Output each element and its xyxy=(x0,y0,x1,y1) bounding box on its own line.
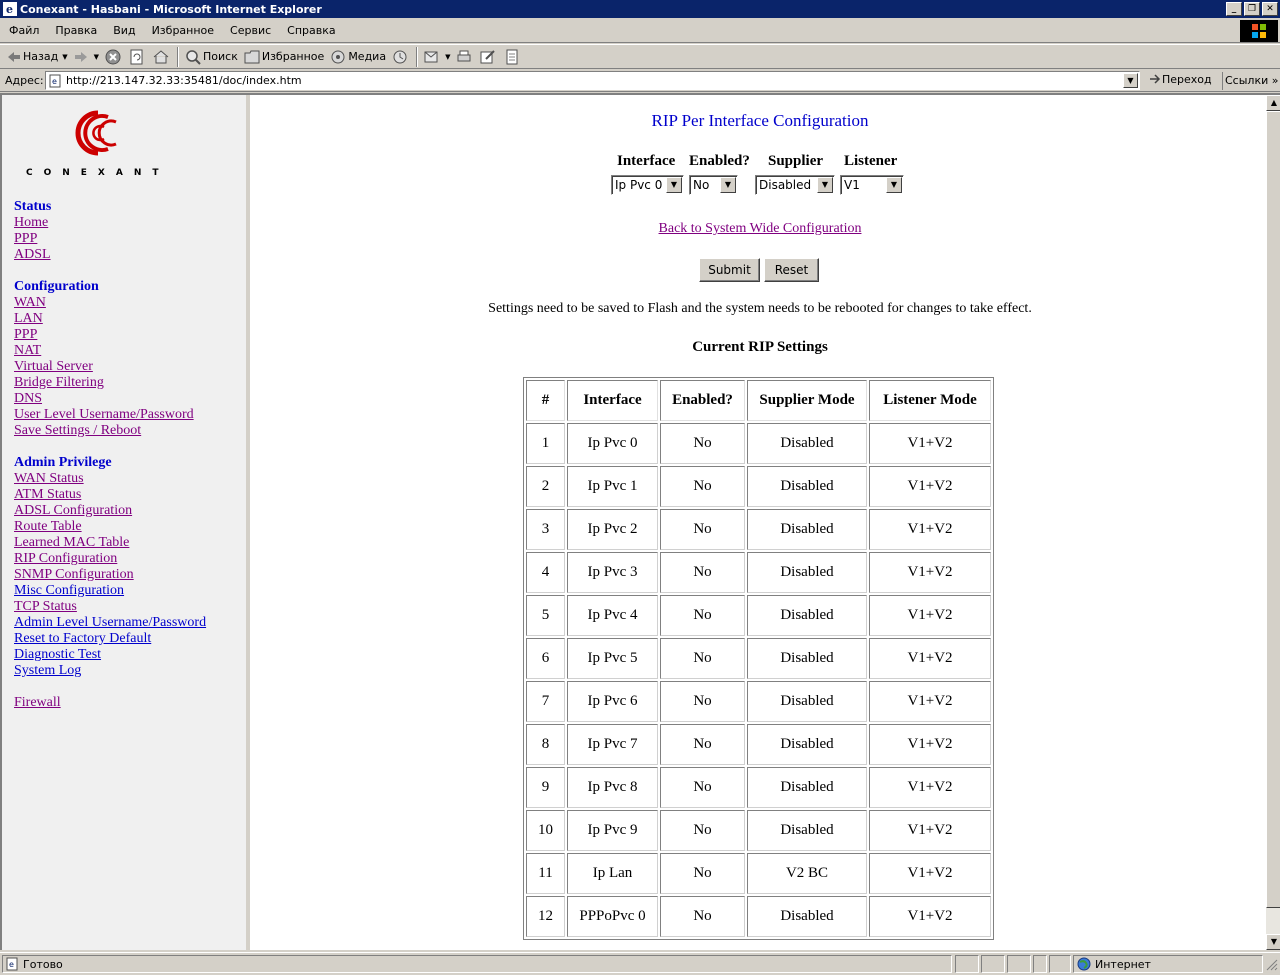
listener-mode-cell: V1+V2 xyxy=(869,509,991,550)
supplier-select[interactable] xyxy=(755,175,835,195)
chevron-down-icon[interactable]: ▼ xyxy=(62,52,68,61)
chevron-down-icon[interactable]: ▼ xyxy=(817,177,833,193)
chevron-down-icon[interactable]: ▼ xyxy=(666,177,682,193)
stop-button[interactable] xyxy=(102,46,126,68)
back-link-container xyxy=(254,221,1266,237)
toolbar-separator xyxy=(177,47,179,67)
forward-button[interactable] xyxy=(71,46,102,68)
table-row xyxy=(526,810,991,851)
scrollbar-thumb[interactable] xyxy=(1266,111,1280,908)
search-label: Поиск xyxy=(203,50,238,63)
address-url: http://213.147.32.33:35481/doc/index.htm xyxy=(66,74,302,87)
discuss-icon xyxy=(504,49,520,65)
enabled-label: Enabled? xyxy=(689,153,750,169)
interface-cell: Ip Pvc 6 xyxy=(567,681,658,722)
nav-link-rip-configuration[interactable]: RIP Configuration xyxy=(14,551,118,566)
table-row xyxy=(526,767,991,808)
history-icon xyxy=(392,49,408,65)
mail-button[interactable] xyxy=(421,46,453,68)
notice-text: Settings need to be saved to Flash and the system needs to be rebooted for changes to take effect. xyxy=(488,301,1032,316)
edit-button[interactable] xyxy=(477,46,501,68)
nav-link-learned-mac[interactable]: Learned MAC Table xyxy=(14,535,130,550)
table-row xyxy=(526,638,991,679)
nav-configuration-section xyxy=(14,279,194,439)
chevron-right-icon: » xyxy=(1271,74,1279,87)
refresh-button[interactable] xyxy=(126,46,150,68)
interface-cell: Ip Pvc 0 xyxy=(567,423,658,464)
toolbar-separator xyxy=(416,47,418,67)
go-arrow-icon xyxy=(1148,72,1162,86)
interface-cell: Ip Lan xyxy=(567,853,658,894)
supplier-mode-cell: Disabled xyxy=(747,552,867,593)
supplier-label: Supplier xyxy=(768,153,824,169)
logo-text: CONEXANT xyxy=(26,168,170,178)
row-number-cell: 5 xyxy=(526,595,565,636)
zone-text: Интернет xyxy=(1095,957,1151,971)
row-number-cell: 10 xyxy=(526,810,565,851)
nav-link-misc-configuration[interactable]: Misc Configuration xyxy=(14,583,125,598)
close-button[interactable]: ✕ xyxy=(1262,2,1278,16)
column-header: # xyxy=(526,380,565,421)
column-header: Supplier Mode xyxy=(747,380,867,421)
status-text: Готово xyxy=(23,957,63,971)
supplier-mode-cell: Disabled xyxy=(747,681,867,722)
listener-mode-cell: V1+V2 xyxy=(869,853,991,894)
table-row xyxy=(526,896,991,937)
links-button[interactable] xyxy=(1222,72,1278,90)
table-row xyxy=(526,466,991,507)
row-number-cell: 9 xyxy=(526,767,565,808)
nav-link-ppp-status[interactable]: PPP xyxy=(14,231,38,246)
menu-favorites[interactable]: Избранное xyxy=(151,24,215,37)
row-number-cell: 6 xyxy=(526,638,565,679)
home-button[interactable] xyxy=(150,46,174,68)
links-label: Ссылки xyxy=(1225,74,1269,87)
search-icon xyxy=(185,49,201,65)
restore-button[interactable]: ❐ xyxy=(1244,2,1260,16)
mail-icon xyxy=(424,50,442,64)
favorites-folder-icon xyxy=(244,50,260,64)
reset-button[interactable]: Reset xyxy=(764,258,819,282)
scroll-down-icon[interactable]: ▼ xyxy=(1266,934,1280,950)
nav-link-admin-password[interactable]: Admin Level Username/Password xyxy=(14,615,207,630)
rip-settings-table xyxy=(523,377,994,940)
nav-link-lan[interactable]: LAN xyxy=(14,311,43,326)
table-title: Current RIP Settings xyxy=(692,339,828,355)
supplier-mode-cell: Disabled xyxy=(747,466,867,507)
nav-link-system-log[interactable]: System Log xyxy=(14,663,82,678)
nav-link-save-reboot[interactable]: Save Settings / Reboot xyxy=(14,423,142,438)
interface-select[interactable] xyxy=(611,175,684,195)
table-body xyxy=(526,423,991,937)
chevron-down-icon[interactable]: ▼ xyxy=(93,52,99,61)
enabled-cell: No xyxy=(660,896,745,937)
nav-link-user-password[interactable]: User Level Username/Password xyxy=(14,407,194,422)
nav-link-dns[interactable]: DNS xyxy=(14,391,43,406)
interface-cell: Ip Pvc 8 xyxy=(567,767,658,808)
status-pane-main xyxy=(2,955,952,973)
row-number-cell: 7 xyxy=(526,681,565,722)
nav-admin-section xyxy=(14,455,206,679)
nav-link-atm-status[interactable]: ATM Status xyxy=(14,487,82,502)
table-header-row xyxy=(526,380,991,421)
main-frame xyxy=(254,95,1266,950)
status-pane xyxy=(1007,955,1031,973)
menu-edit[interactable]: Правка xyxy=(55,24,98,37)
nav-link-adsl-configuration[interactable]: ADSL Configuration xyxy=(14,503,133,518)
nav-link-nat[interactable]: NAT xyxy=(14,343,42,358)
page-icon xyxy=(48,74,62,88)
enabled-cell: No xyxy=(660,638,745,679)
menu-file[interactable]: Файл xyxy=(9,24,40,37)
window-title: Conexant - Hasbani - Microsoft Internet Explorer xyxy=(20,2,322,16)
go-label: Переход xyxy=(1162,72,1212,86)
supplier-mode-cell: Disabled xyxy=(747,724,867,765)
interface-cell: PPPoPvc 0 xyxy=(567,896,658,937)
nav-status-heading: Status xyxy=(14,199,52,214)
vertical-scrollbar[interactable] xyxy=(1266,95,1280,950)
column-header: Enabled? xyxy=(660,380,745,421)
resize-grip-icon[interactable] xyxy=(1266,959,1278,971)
listener-mode-cell: V1+V2 xyxy=(869,595,991,636)
enabled-cell: No xyxy=(660,853,745,894)
page-done-icon xyxy=(5,957,19,971)
supplier-mode-cell: Disabled xyxy=(747,638,867,679)
nav-link-route-table[interactable]: Route Table xyxy=(14,519,82,534)
browser-content xyxy=(0,93,1280,950)
row-number-cell: 12 xyxy=(526,896,565,937)
nav-firewall-section xyxy=(14,695,61,711)
home-icon xyxy=(153,49,169,65)
table-row xyxy=(526,681,991,722)
status-bar xyxy=(0,952,1280,975)
listener-mode-cell: V1+V2 xyxy=(869,681,991,722)
refresh-icon xyxy=(129,49,145,65)
menu-tools[interactable]: Сервис xyxy=(230,24,272,37)
forward-arrow-icon xyxy=(74,51,88,63)
enabled-cell: No xyxy=(660,724,745,765)
listener-mode-cell: V1+V2 xyxy=(869,896,991,937)
back-arrow-icon xyxy=(7,51,21,63)
enabled-cell: No xyxy=(660,552,745,593)
enabled-cell: No xyxy=(660,767,745,808)
interface-cell: Ip Pvc 1 xyxy=(567,466,658,507)
supplier-mode-cell: Disabled xyxy=(747,595,867,636)
enabled-cell: No xyxy=(660,466,745,507)
listener-mode-cell: V1+V2 xyxy=(869,810,991,851)
table-row xyxy=(526,552,991,593)
edit-icon xyxy=(480,49,496,65)
media-icon xyxy=(330,49,346,65)
favorites-button[interactable] xyxy=(241,46,327,68)
nav-link-snmp-configuration[interactable]: SNMP Configuration xyxy=(14,567,134,582)
row-number-cell: 8 xyxy=(526,724,565,765)
nav-link-virtual-server[interactable]: Virtual Server xyxy=(14,359,93,374)
favorites-label: Избранное xyxy=(261,50,325,63)
nav-link-wan-status[interactable]: WAN Status xyxy=(14,471,84,486)
media-button[interactable] xyxy=(327,46,389,68)
listener-mode-cell: V1+V2 xyxy=(869,466,991,507)
nav-link-home[interactable]: Home xyxy=(14,215,49,230)
supplier-mode-cell: Disabled xyxy=(747,509,867,550)
table-row xyxy=(526,724,991,765)
listener-select-value: V1 xyxy=(844,178,860,192)
supplier-mode-cell: Disabled xyxy=(747,423,867,464)
supplier-select-value: Disabled xyxy=(759,178,812,192)
media-label: Медиа xyxy=(348,50,387,63)
table-row xyxy=(526,509,991,550)
nav-link-tcp-status[interactable]: TCP Status xyxy=(14,599,77,614)
listener-select[interactable] xyxy=(840,175,904,195)
enabled-select[interactable] xyxy=(689,175,738,195)
nav-link-wan[interactable]: WAN xyxy=(14,295,46,310)
back-button[interactable] xyxy=(4,46,71,68)
supplier-mode-cell: Disabled xyxy=(747,896,867,937)
status-pane xyxy=(1049,955,1071,973)
enabled-cell: No xyxy=(660,810,745,851)
discuss-button[interactable] xyxy=(501,46,525,68)
row-number-cell: 1 xyxy=(526,423,565,464)
menu-help[interactable]: Справка xyxy=(287,24,336,37)
interface-cell: Ip Pvc 4 xyxy=(567,595,658,636)
row-number-cell: 2 xyxy=(526,466,565,507)
nav-configuration-heading: Configuration xyxy=(14,279,99,294)
listener-mode-cell: V1+V2 xyxy=(869,724,991,765)
nav-link-adsl[interactable]: ADSL xyxy=(14,247,51,262)
windows-logo-icon xyxy=(1240,20,1278,42)
row-number-cell: 3 xyxy=(526,509,565,550)
nav-link-firewall[interactable]: Firewall xyxy=(14,695,61,710)
conexant-logo-icon xyxy=(64,109,132,157)
interface-cell: Ip Pvc 2 xyxy=(567,509,658,550)
enabled-cell: No xyxy=(660,423,745,464)
minimize-button[interactable]: _ xyxy=(1226,2,1242,16)
svg-text:e: e xyxy=(52,76,57,86)
supplier-mode-cell: Disabled xyxy=(747,767,867,808)
interface-cell: Ip Pvc 7 xyxy=(567,724,658,765)
history-button[interactable] xyxy=(389,46,413,68)
enabled-cell: No xyxy=(660,595,745,636)
nav-link-factory-reset[interactable]: Reset to Factory Default xyxy=(14,631,152,646)
interface-label: Interface xyxy=(617,153,676,169)
svg-text:e: e xyxy=(6,3,13,16)
chevron-down-icon[interactable]: ▼ xyxy=(720,177,736,193)
submit-button[interactable]: Submit xyxy=(699,258,760,282)
globe-icon xyxy=(1077,957,1091,971)
toolbar xyxy=(0,44,1280,69)
listener-mode-cell: V1+V2 xyxy=(869,638,991,679)
supplier-mode-cell: V2 BC xyxy=(747,853,867,894)
print-icon xyxy=(456,49,472,65)
page-title: RIP Per Interface Configuration xyxy=(651,111,869,130)
listener-mode-cell: V1+V2 xyxy=(869,552,991,593)
interface-cell: Ip Pvc 9 xyxy=(567,810,658,851)
address-bar xyxy=(0,70,1280,92)
interface-select-value: Ip Pvc 0 xyxy=(615,178,663,192)
chevron-down-icon[interactable]: ▼ xyxy=(886,177,902,193)
chevron-down-icon[interactable]: ▼ xyxy=(445,52,451,61)
listener-mode-cell: V1+V2 xyxy=(869,423,991,464)
enabled-cell: No xyxy=(660,681,745,722)
back-label: Назад xyxy=(23,50,59,63)
column-header: Interface xyxy=(567,380,658,421)
row-number-cell: 4 xyxy=(526,552,565,593)
column-header: Listener Mode xyxy=(869,380,991,421)
window-titlebar[interactable] xyxy=(0,0,1280,18)
address-dropdown-button[interactable]: ▼ xyxy=(1123,73,1138,88)
status-pane xyxy=(955,955,979,973)
status-pane xyxy=(981,955,1005,973)
listener-label: Listener xyxy=(844,153,898,169)
go-button[interactable] xyxy=(1148,72,1212,86)
back-to-system-wide-link[interactable]: Back to System Wide Configuration xyxy=(658,221,862,236)
address-input[interactable] xyxy=(45,71,1140,90)
search-button[interactable] xyxy=(182,46,241,68)
menu-bar xyxy=(0,19,1280,43)
status-pane-zone xyxy=(1073,955,1263,973)
nav-link-ppp[interactable]: PPP xyxy=(14,327,38,342)
svg-text:e: e xyxy=(9,960,14,969)
status-pane xyxy=(1033,955,1047,973)
stop-icon xyxy=(105,49,121,65)
print-button[interactable] xyxy=(453,46,477,68)
address-label: Адрес: xyxy=(5,74,44,87)
listener-mode-cell: V1+V2 xyxy=(869,767,991,808)
interface-cell: Ip Pvc 3 xyxy=(567,552,658,593)
table-row xyxy=(526,595,991,636)
sidebar-frame xyxy=(2,95,250,950)
row-number-cell: 11 xyxy=(526,853,565,894)
interface-cell: Ip Pvc 5 xyxy=(567,638,658,679)
nav-link-bridge-filtering[interactable]: Bridge Filtering xyxy=(14,375,104,390)
enabled-select-value: No xyxy=(693,178,710,192)
table-row xyxy=(526,853,991,894)
nav-admin-heading: Admin Privilege xyxy=(14,455,112,470)
enabled-cell: No xyxy=(660,509,745,550)
menu-view[interactable]: Вид xyxy=(113,24,136,37)
nav-link-diagnostic-test[interactable]: Diagnostic Test xyxy=(14,647,102,662)
nav-status-section xyxy=(14,199,51,263)
scroll-up-icon[interactable]: ▲ xyxy=(1266,95,1280,111)
ie-icon xyxy=(2,1,18,17)
table-row xyxy=(526,423,991,464)
supplier-mode-cell: Disabled xyxy=(747,810,867,851)
